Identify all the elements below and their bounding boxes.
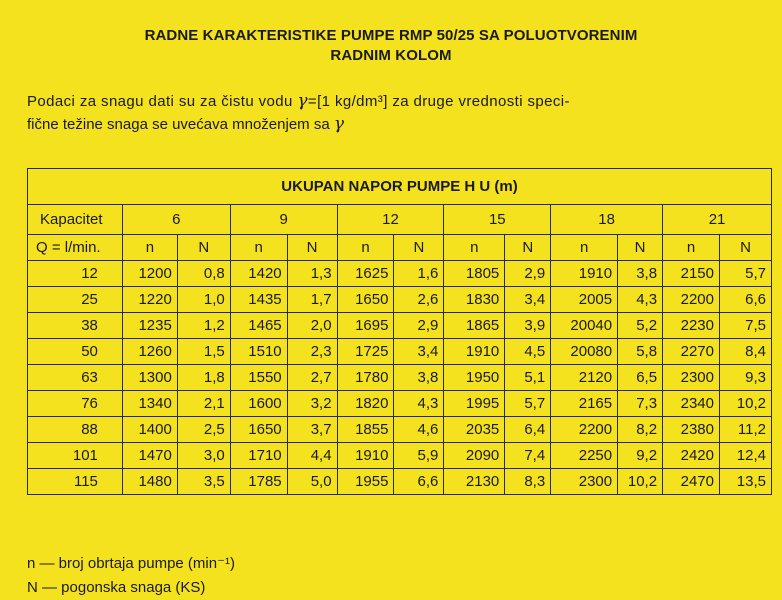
power-cell: 4,3 [394, 391, 444, 417]
intro-line-2 [27, 113, 727, 136]
power-cell: 3,7 [287, 417, 337, 443]
intro-text-b: =[1 kg/dm³] za druge vrednosti speci- [307, 93, 570, 110]
power-cell: 3,0 [177, 443, 230, 469]
speed-cell: 2165 [551, 391, 618, 417]
intro-text-a: Podaci za snagu dati su za čistu vodu [27, 93, 298, 110]
speed-cell: 1910 [337, 443, 394, 469]
flow-cell: 12 [28, 261, 123, 287]
power-cell: 4,3 [618, 287, 663, 313]
power-cell: 7,4 [505, 443, 551, 469]
power-cell: 2,0 [287, 313, 337, 339]
power-cell: 7,3 [618, 391, 663, 417]
power-cell: 6,4 [505, 417, 551, 443]
speed-cell: 2300 [551, 469, 618, 495]
speed-cell: 1820 [337, 391, 394, 417]
legend-n: n — broj obrtaja pumpe (min⁻¹) [27, 555, 235, 572]
power-cell: 1,6 [394, 261, 444, 287]
head-values-row [28, 205, 772, 235]
speed-cell: 2130 [444, 469, 505, 495]
speed-cell: 1470 [122, 443, 177, 469]
flow-cell: 38 [28, 313, 123, 339]
power-cell: 5,7 [505, 391, 551, 417]
table-row [28, 443, 772, 469]
power-cell: 2,9 [505, 261, 551, 287]
flow-cell: 25 [28, 287, 123, 313]
capacity-label: Kapacitet [28, 205, 123, 235]
power-cell: 4,5 [505, 339, 551, 365]
power-cell: 3,4 [394, 339, 444, 365]
speed-cell: 1300 [122, 365, 177, 391]
power-cell: 13,5 [720, 469, 772, 495]
power-cell: 2,3 [287, 339, 337, 365]
head-value: 15 [444, 205, 551, 235]
N-label: N [394, 235, 444, 261]
n-label: n [444, 235, 505, 261]
speed-cell: 1650 [230, 417, 287, 443]
power-cell: 3,4 [505, 287, 551, 313]
speed-cell: 2200 [663, 287, 720, 313]
intro-line-1 [27, 90, 727, 113]
n-label: n [663, 235, 720, 261]
table-row [28, 417, 772, 443]
speed-cell: 1220 [122, 287, 177, 313]
flow-cell: 76 [28, 391, 123, 417]
n-label: n [551, 235, 618, 261]
legend [27, 552, 235, 600]
flow-cell: 88 [28, 417, 123, 443]
N-label: N [618, 235, 663, 261]
speed-cell: 1780 [337, 365, 394, 391]
power-cell: 11,2 [720, 417, 772, 443]
speed-cell: 2035 [444, 417, 505, 443]
power-cell: 2,5 [177, 417, 230, 443]
power-cell: 9,3 [720, 365, 772, 391]
speed-cell: 1400 [122, 417, 177, 443]
power-cell: 8,4 [720, 339, 772, 365]
speed-cell: 1510 [230, 339, 287, 365]
power-cell: 6,6 [720, 287, 772, 313]
power-cell: 2,9 [394, 313, 444, 339]
speed-cell: 1995 [444, 391, 505, 417]
power-cell: 3,8 [394, 365, 444, 391]
power-cell: 5,2 [618, 313, 663, 339]
legend-N: N — pogonska snaga (KS) [27, 579, 206, 596]
speed-cell: 2200 [551, 417, 618, 443]
speed-cell: 2120 [551, 365, 618, 391]
speed-cell: 1340 [122, 391, 177, 417]
head-value: 18 [551, 205, 663, 235]
speed-cell: 2340 [663, 391, 720, 417]
table-row [28, 365, 772, 391]
speed-cell: 1855 [337, 417, 394, 443]
speed-cell: 1830 [444, 287, 505, 313]
table-body [28, 261, 772, 495]
table-row [28, 261, 772, 287]
speed-cell: 2300 [663, 365, 720, 391]
gamma-symbol-2: γ [333, 114, 345, 134]
speed-cell: 1550 [230, 365, 287, 391]
flow-cell: 115 [28, 469, 123, 495]
power-cell: 3,2 [287, 391, 337, 417]
speed-cell: 1805 [444, 261, 505, 287]
speed-cell: 1235 [122, 313, 177, 339]
speed-cell: 2420 [663, 443, 720, 469]
column-labels-row [28, 235, 772, 261]
head-value: 6 [122, 205, 230, 235]
speed-cell: 1950 [444, 365, 505, 391]
speed-cell: 2005 [551, 287, 618, 313]
title-line-2: RADNIM KOLOM [330, 47, 452, 64]
power-cell: 9,2 [618, 443, 663, 469]
power-cell: 3,8 [618, 261, 663, 287]
speed-cell: 1260 [122, 339, 177, 365]
speed-cell: 1955 [337, 469, 394, 495]
speed-cell: 1420 [230, 261, 287, 287]
speed-cell: 1725 [337, 339, 394, 365]
speed-cell: 2470 [663, 469, 720, 495]
speed-cell: 1910 [551, 261, 618, 287]
gamma-symbol: γ [297, 91, 308, 111]
power-cell: 1,3 [287, 261, 337, 287]
speed-cell: 1910 [444, 339, 505, 365]
N-label: N [720, 235, 772, 261]
power-cell: 2,6 [394, 287, 444, 313]
power-cell: 2,1 [177, 391, 230, 417]
power-cell: 0,8 [177, 261, 230, 287]
intro-paragraph [27, 90, 727, 136]
table-row [28, 469, 772, 495]
speed-cell: 1865 [444, 313, 505, 339]
speed-cell: 1625 [337, 261, 394, 287]
table-row [28, 391, 772, 417]
power-cell: 1,8 [177, 365, 230, 391]
power-cell: 3,9 [505, 313, 551, 339]
power-cell: 10,2 [618, 469, 663, 495]
speed-cell: 20040 [551, 313, 618, 339]
N-label: N [505, 235, 551, 261]
speed-cell: 1785 [230, 469, 287, 495]
speed-cell: 2090 [444, 443, 505, 469]
power-cell: 4,4 [287, 443, 337, 469]
N-label: N [287, 235, 337, 261]
speed-cell: 1710 [230, 443, 287, 469]
N-label: N [177, 235, 230, 261]
head-value: 21 [663, 205, 772, 235]
n-label: n [337, 235, 394, 261]
document-title [0, 26, 782, 66]
power-cell: 5,8 [618, 339, 663, 365]
speed-cell: 1480 [122, 469, 177, 495]
head-value: 9 [230, 205, 337, 235]
power-cell: 2,7 [287, 365, 337, 391]
power-cell: 8,2 [618, 417, 663, 443]
power-cell: 3,5 [177, 469, 230, 495]
speed-cell: 20080 [551, 339, 618, 365]
power-cell: 5,7 [720, 261, 772, 287]
power-cell: 5,0 [287, 469, 337, 495]
n-label: n [230, 235, 287, 261]
power-cell: 4,6 [394, 417, 444, 443]
flow-cell: 63 [28, 365, 123, 391]
n-label: n [122, 235, 177, 261]
power-cell: 1,0 [177, 287, 230, 313]
power-cell: 8,3 [505, 469, 551, 495]
power-cell: 1,2 [177, 313, 230, 339]
speed-cell: 2250 [551, 443, 618, 469]
power-cell: 6,5 [618, 365, 663, 391]
speed-cell: 1650 [337, 287, 394, 313]
power-cell: 7,5 [720, 313, 772, 339]
speed-cell: 1600 [230, 391, 287, 417]
power-cell: 5,1 [505, 365, 551, 391]
power-cell: 12,4 [720, 443, 772, 469]
table-row [28, 287, 772, 313]
speed-cell: 1465 [230, 313, 287, 339]
power-cell: 1,5 [177, 339, 230, 365]
power-cell: 10,2 [720, 391, 772, 417]
speed-cell: 1435 [230, 287, 287, 313]
intro-text-c: fične težine snaga se uvećava množenjem sa [27, 116, 334, 133]
speed-cell: 1695 [337, 313, 394, 339]
speed-cell: 2380 [663, 417, 720, 443]
table-header: UKUPAN NAPOR PUMPE H U (m) [28, 169, 772, 205]
flow-label: Q = l/min. [28, 235, 123, 261]
power-cell: 5,9 [394, 443, 444, 469]
table-row [28, 313, 772, 339]
flow-cell: 101 [28, 443, 123, 469]
title-line-1: RADNE KARAKTERISTIKE PUMPE RMP 50/25 SA POLUOTVORENIM [144, 27, 638, 44]
speed-cell: 2270 [663, 339, 720, 365]
power-cell: 1,7 [287, 287, 337, 313]
speed-cell: 2150 [663, 261, 720, 287]
head-value: 12 [337, 205, 444, 235]
pump-characteristics-table [27, 168, 772, 495]
power-cell: 6,6 [394, 469, 444, 495]
speed-cell: 2230 [663, 313, 720, 339]
flow-cell: 50 [28, 339, 123, 365]
speed-cell: 1200 [122, 261, 177, 287]
table-row [28, 339, 772, 365]
